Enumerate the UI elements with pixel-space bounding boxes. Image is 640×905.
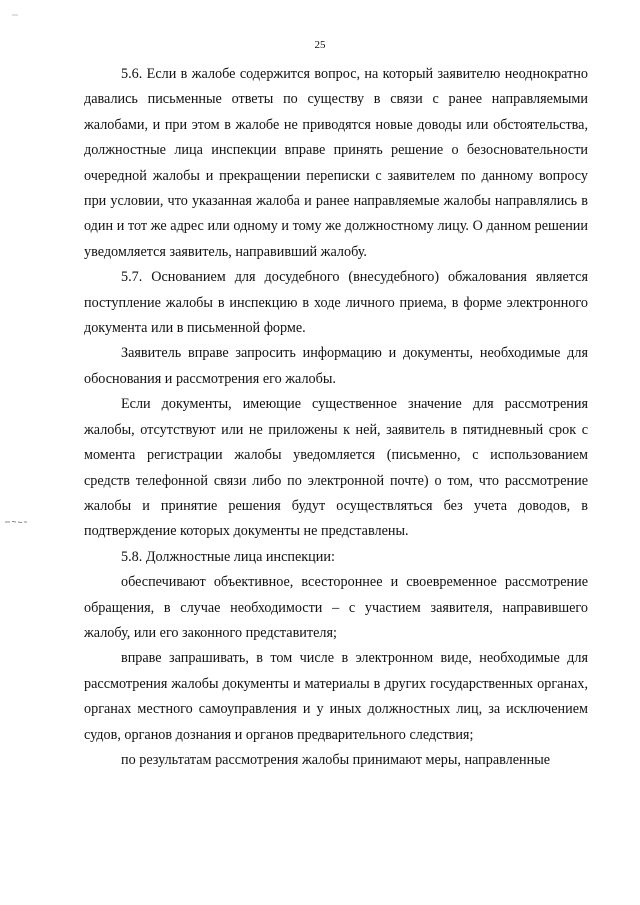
document-body [84,62,588,773]
paragraph-ensure-review: обеспечивают объективное, всестороннее и своевременное рассмотрение обращения, в случае необходимости – с участием заявителя, направившего жалобу, или его законного представителя; [84,574,588,641]
paragraph-request-info: Заявитель вправе запросить информацию и документы, необходимые для обоснования и рассмотрения его жалобы. [84,345,588,387]
paragraph-take-measures: по результатам рассмотрения жалобы принимают меры, направленные [121,751,551,768]
paragraph-5-6: 5.6. Если в жалобе содержится вопрос, на который заявителю неоднократно давались письменные ответы по существу в связи с ранее направляемыми жалобами, и при этом в жалобе не приводятся новые доводы или обстоятельства, должностные лица инспекции вправе принять решение о безосновательности очередной жалобы и прекращении переписки с заявителем по данному вопросу при условии, что указанная жалоба и ранее направляемые жалобы направлялись в один и тот же адрес или одному и тому же должностному лицу. О данном решении уведомляется заявитель, направивший жалобу. [84,66,588,260]
scan-artifact [12,4,18,8]
paragraph-5-8: 5.8. Должностные лица инспекции: [121,548,335,565]
scan-artifact [4,512,28,518]
paragraph-request-materials: вправе запрашивать, в том числе в электронном виде, необходимые для рассмотрения жалобы документы и материалы в других государственных органах, органах местного самоуправления и у иных должностных лиц, за исключением судов, органов дознания и органов предварительного следствия; [84,650,588,743]
paragraph-missing-documents: Если документы, имеющие существенное значение для рассмотрения жалобы, отсутствуют или не приложены к ней, заявитель в пятидневный срок с момента регистрации жалобы уведомляется (письменно, с использованием средств телефонной связи либо по электронной почте) о том, что рассмотрение жалобы и принятие решения будут осуществляться без учета доводов, в подтверждение которых документы не представлены. [84,396,588,540]
paragraph-5-7: 5.7. Основанием для досудебного (внесудебного) обжалования является поступление жалобы в инспекцию в ходе личного приема, в форме электронного документа или в письменной форме. [84,269,588,337]
page-number: 25 [314,39,326,51]
